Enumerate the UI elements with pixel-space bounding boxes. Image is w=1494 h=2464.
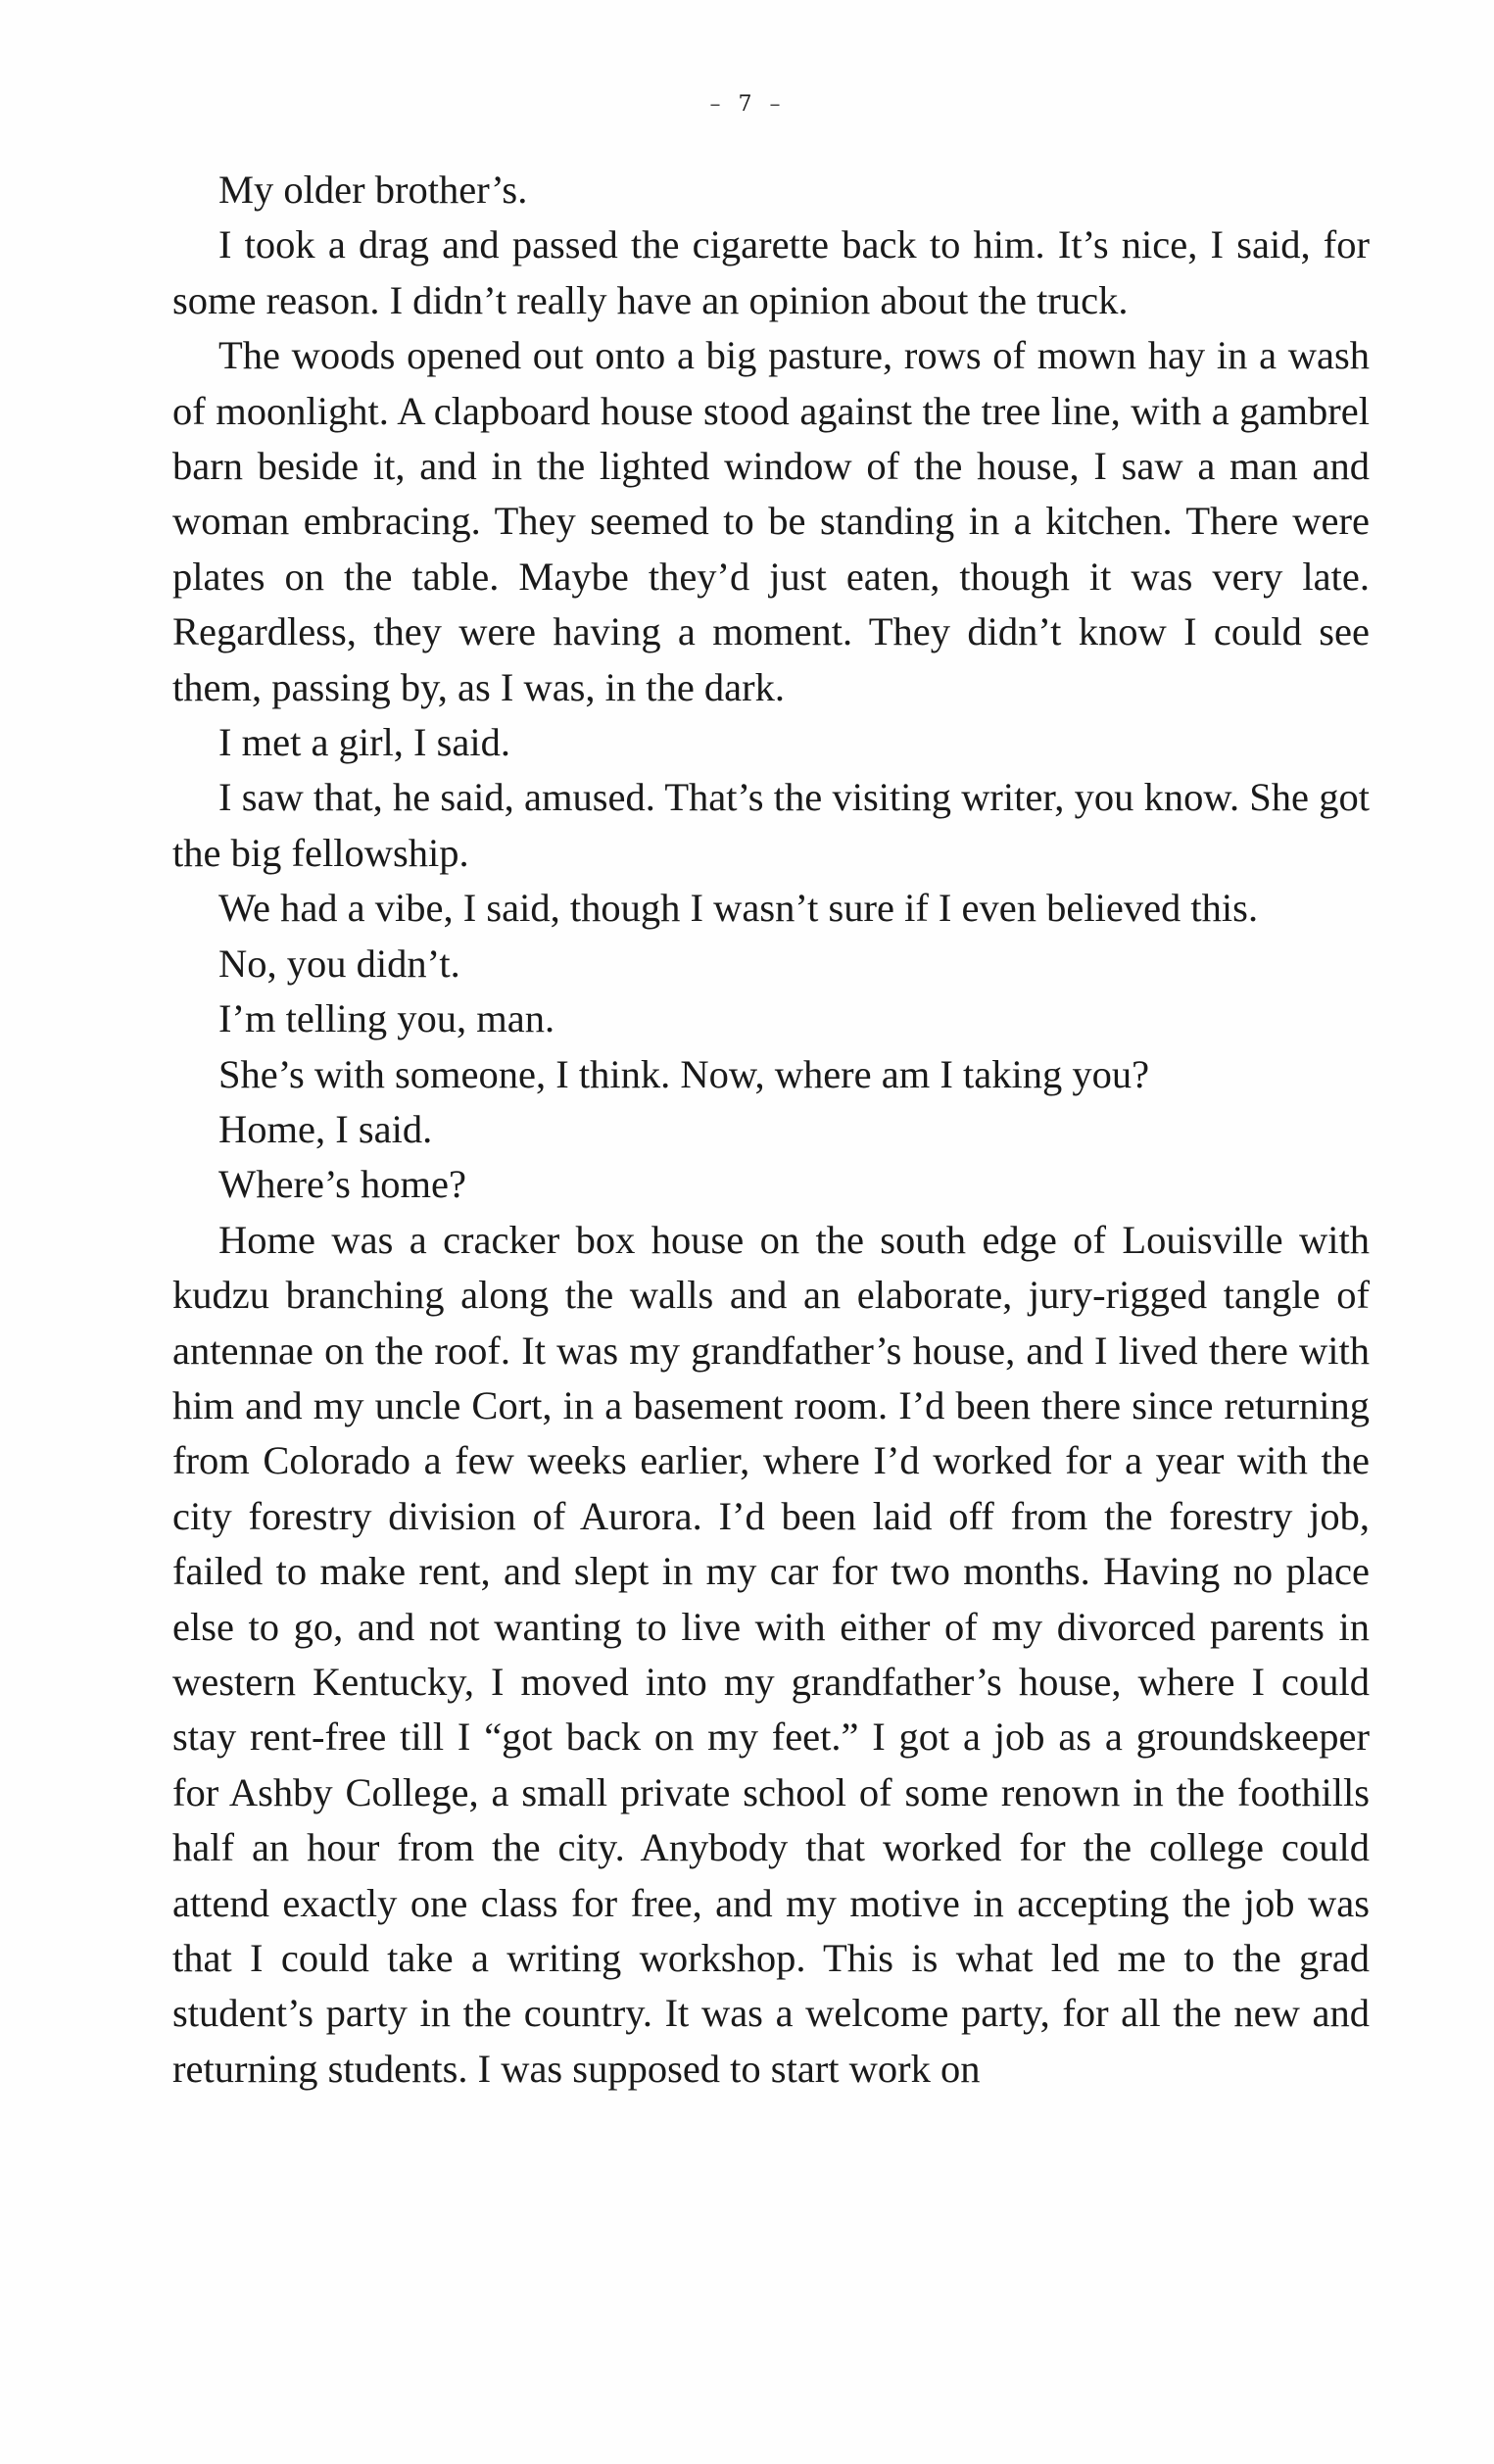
paragraph: Where’s home?	[218, 1162, 467, 1207]
paragraph: No, you didn’t.	[218, 941, 460, 986]
paragraph: Home was a cracker box house on the south edge of Louisville with kudzu branching along the walls and an elaborate, jury-rigged tangle of antennae on the roof. It was my grandfather’s house, and I lived there with him and my uncle Cort, in a basement room. I’d been there since returning from Colorado a few weeks earlier, where I’d worked for a year with the city forestry division of Aurora. I’d been laid off from the forestry job, failed to make rent, and slept in my car for two months. Having no place else to go, and not wanting to live with either of my divorced parents in western Kentucky, I moved into my grandfather’s house, where I could stay rent-free till I “got back on my feet.” I got a job as a groundskeeper for Ashby College, a small private school of some renown in the foothills half an hour from the city. Anybody that worked for the college could attend exactly one class for free, and my motive in accepting the job was that I could take a writing workshop. This is what led me to the grad student’s party in the country. It was a welcome party, for all the new and returning students. I was supposed to start work on	[172, 1217, 1370, 2091]
body-text	[172, 163, 1370, 2097]
folio-dash-right: –	[769, 92, 785, 117]
page-number: 7	[738, 92, 756, 117]
paragraph: I met a girl, I said.	[218, 720, 511, 765]
paragraph: She’s with someone, I think. Now, where am I taking you?	[218, 1051, 1150, 1096]
folio-dash-left: –	[709, 92, 725, 117]
paragraph: My older brother’s.	[218, 168, 528, 212]
paragraph: We had a vibe, I said, though I wasn’t sure if I even believed this.	[218, 886, 1259, 931]
paragraph: I saw that, he said, amused. That’s the visiting writer, you know. She got the big fellowship.	[172, 775, 1370, 875]
paragraph: I’m telling you, man.	[218, 996, 555, 1041]
paragraph: The woods opened out onto a big pasture, rows of mown hay in a wash of moonlight. A clapboard house stood against the tree line, with a gambrel barn beside it, and in the lighted window of the house, I saw a man and woman embracing. They seemed to be standing in a kitchen. There were plates on the table. Maybe they’d just eaten, though it was very late. Regardless, they were having a moment. They didn’t know I could see them, passing by, as I was, in the dark.	[172, 333, 1370, 709]
page-number-header	[0, 92, 1494, 117]
paragraph: I took a drag and passed the cigarette back to him. It’s nice, I said, for some reason. I didn’t really have an opinion about the truck.	[172, 222, 1370, 322]
paragraph: Home, I said.	[218, 1106, 433, 1151]
